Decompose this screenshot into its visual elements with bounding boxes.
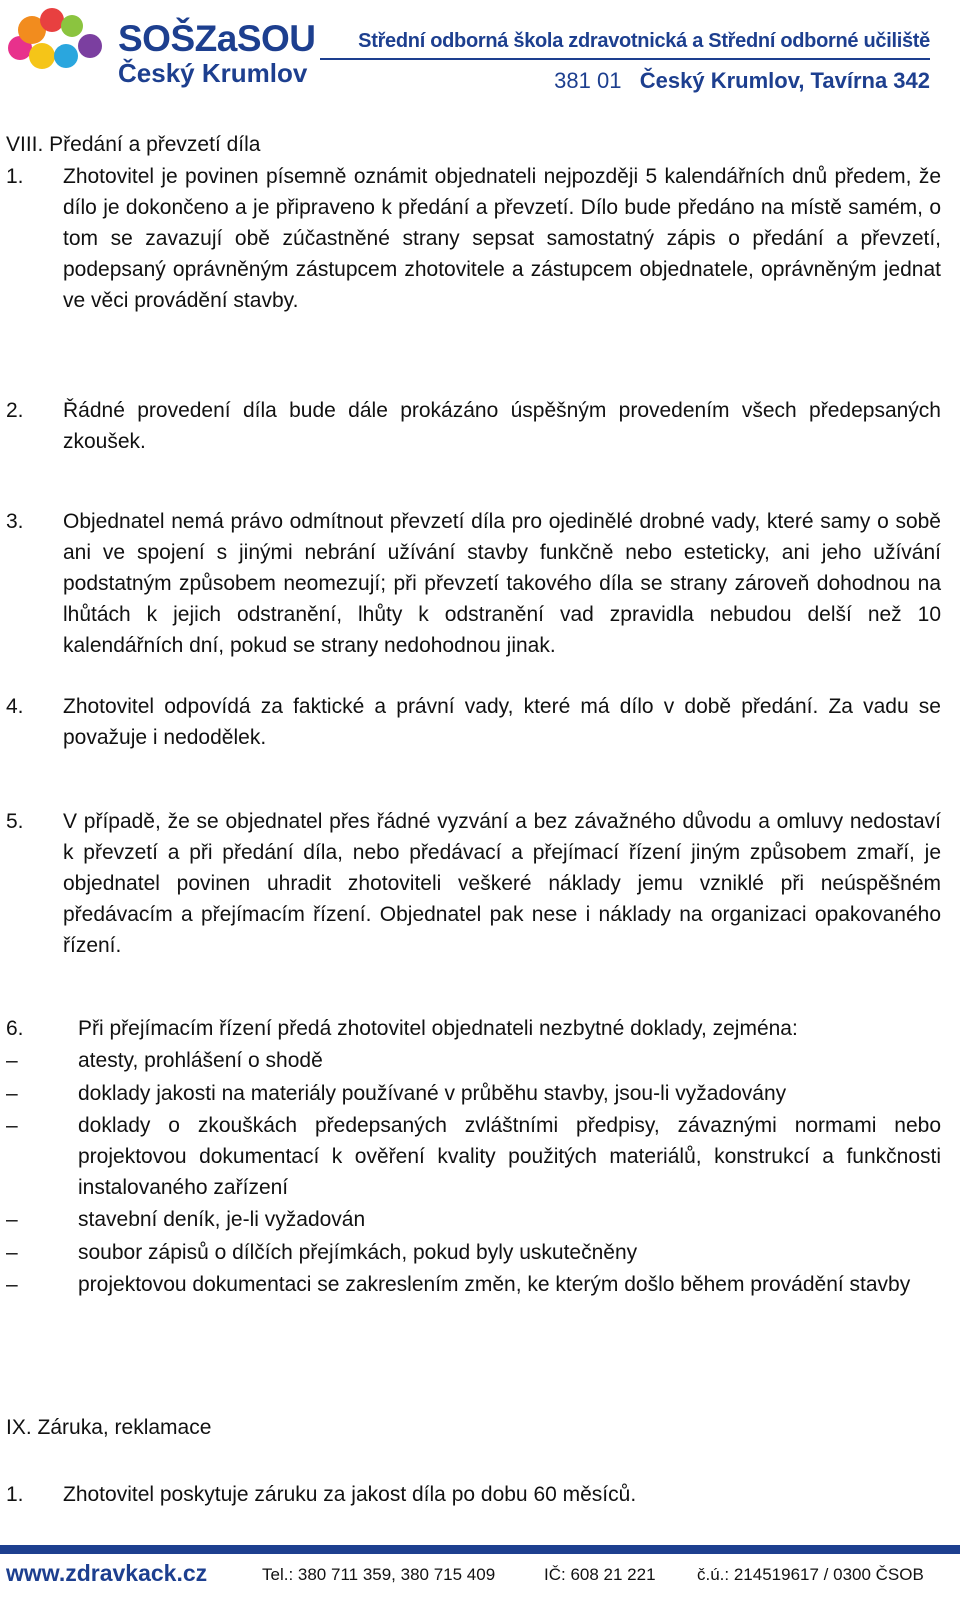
bullet-item: doklady o zkouškách předepsaných zvláštními předpisy, závaznými normami nebo projektovou dokumentací k ověření kvality použitých materiálů, konstrukcí a funkčnosti instalovaného zařízení	[78, 1114, 941, 1199]
item-text-8-4: Zhotovitel odpovídá za faktické a právní vady, které má dílo v době předání. Za vadu se považuje i nedodělek.	[63, 695, 941, 749]
brand-block	[118, 20, 316, 88]
bullet-dash: –	[6, 1049, 18, 1072]
school-address	[554, 68, 930, 94]
letterhead	[0, 0, 960, 120]
bullet-dash: –	[6, 1114, 18, 1137]
item-number: 4.	[6, 695, 24, 718]
footer-divider	[0, 1545, 960, 1554]
header-divider	[320, 58, 930, 60]
item-text-8-5: V případě, že se objednatel přes řádné vyzvání a bez závažného důvodu a omluvy nedostaví k převzetí a při předání díla, nebo předávací a přejímací řízení jiným způsobem zmaří, je objednatel povinen uhradit zhotoviteli veškeré náklady jemu vzniklé při neúspěšném předávacím a přejímacím řízení. Objednatel pak nese i náklady na organizaci opakovaného řízení.	[63, 810, 941, 957]
school-name: Střední odborná škola zdravotnická a Střední odborné učiliště	[358, 30, 930, 52]
item-text-8-1: Zhotovitel je povinen písemně oznámit objednateli nejpozději 5 kalendářních dnů předem, že dílo je dokončeno a je připraveno k předání a převzetí. Dílo bude předáno na místě samém, o tom se zavazují obě zúčastněné strany sepsat samostatný zápis o předání a převzetí, podepsaný oprávněným zástupcem zhotovitele a zástupcem objednatele, oprávněným jednat ve věci provádění stavby.	[63, 165, 941, 312]
item-text-8-3: Objednatel nemá právo odmítnout převzetí díla pro ojedinělé drobné vady, které samy o sobě ani ve spojení s jinými nebrání užívání stavby funkčně nebo esteticky, ani jeho užívání podstatným způsobem neomezují; při převzetí takového díla se strany zároveň dohodnou na lhůtách k jejich odstranění, lhůty k odstranění vad zpravidla nebudou delší než 10 kalendářních dní, pokud se strany nedohodnou jinak.	[63, 510, 941, 657]
bullet-item: projektovou dokumentaci se zakreslením změn, ke kterým došlo během provádění stavby	[78, 1273, 911, 1296]
address-zip: 381 01	[554, 68, 622, 93]
footer-phone: Tel.: 380 711 359, 380 715 409	[262, 1565, 496, 1584]
item-text-8-6: Při přejímacím řízení předá zhotovitel objednateli nezbytné doklady, zejména:	[78, 1017, 798, 1040]
brand-city: Český Krumlov	[118, 58, 308, 88]
section-heading-ix: IX. Záruka, reklamace	[6, 1416, 212, 1439]
item-text-8-2: Řádné provedení díla bude dále prokázáno úspěšným provedením všech předepsaných zkoušek.	[63, 399, 941, 453]
bullet-dash: –	[6, 1273, 18, 1296]
item-number: 1.	[6, 1483, 24, 1506]
brand-name: SOŠZaSOU	[118, 18, 316, 59]
item-text-9-1: Zhotovitel poskytuje záruku za jakost díla po dobu 60 měsíců.	[63, 1483, 637, 1506]
footer-ico: IČ: 608 21 221	[544, 1565, 656, 1584]
address-place: Český Krumlov, Tavírna 342	[639, 68, 930, 93]
item-number: 6.	[6, 1017, 24, 1040]
item-number: 1.	[6, 165, 24, 188]
school-logo-icon	[2, 2, 114, 76]
bullet-dash: –	[6, 1208, 18, 1231]
bullet-dash: –	[6, 1241, 18, 1264]
bullet-item: atesty, prohlášení o shodě	[78, 1049, 323, 1072]
letterhead-footer	[0, 1545, 960, 1600]
item-number: 2.	[6, 399, 24, 422]
section-heading-viii: VIII. Předání a převzetí díla	[6, 133, 261, 156]
bullet-item: soubor zápisů o dílčích přejímkách, pokud byly uskutečněny	[78, 1241, 638, 1264]
bullet-item: doklady jakosti na materiály používané v průběhu stavby, jsou-li vyžadovány	[78, 1082, 787, 1105]
bullet-item: stavební deník, je-li vyžadován	[78, 1208, 366, 1231]
footer-website: www.zdravkack.cz	[6, 1560, 208, 1586]
footer-account: č.ú.: 214519617 / 0300 ČSOB	[697, 1565, 924, 1584]
item-number: 3.	[6, 510, 24, 533]
item-number: 5.	[6, 810, 24, 833]
bullet-dash: –	[6, 1082, 18, 1105]
